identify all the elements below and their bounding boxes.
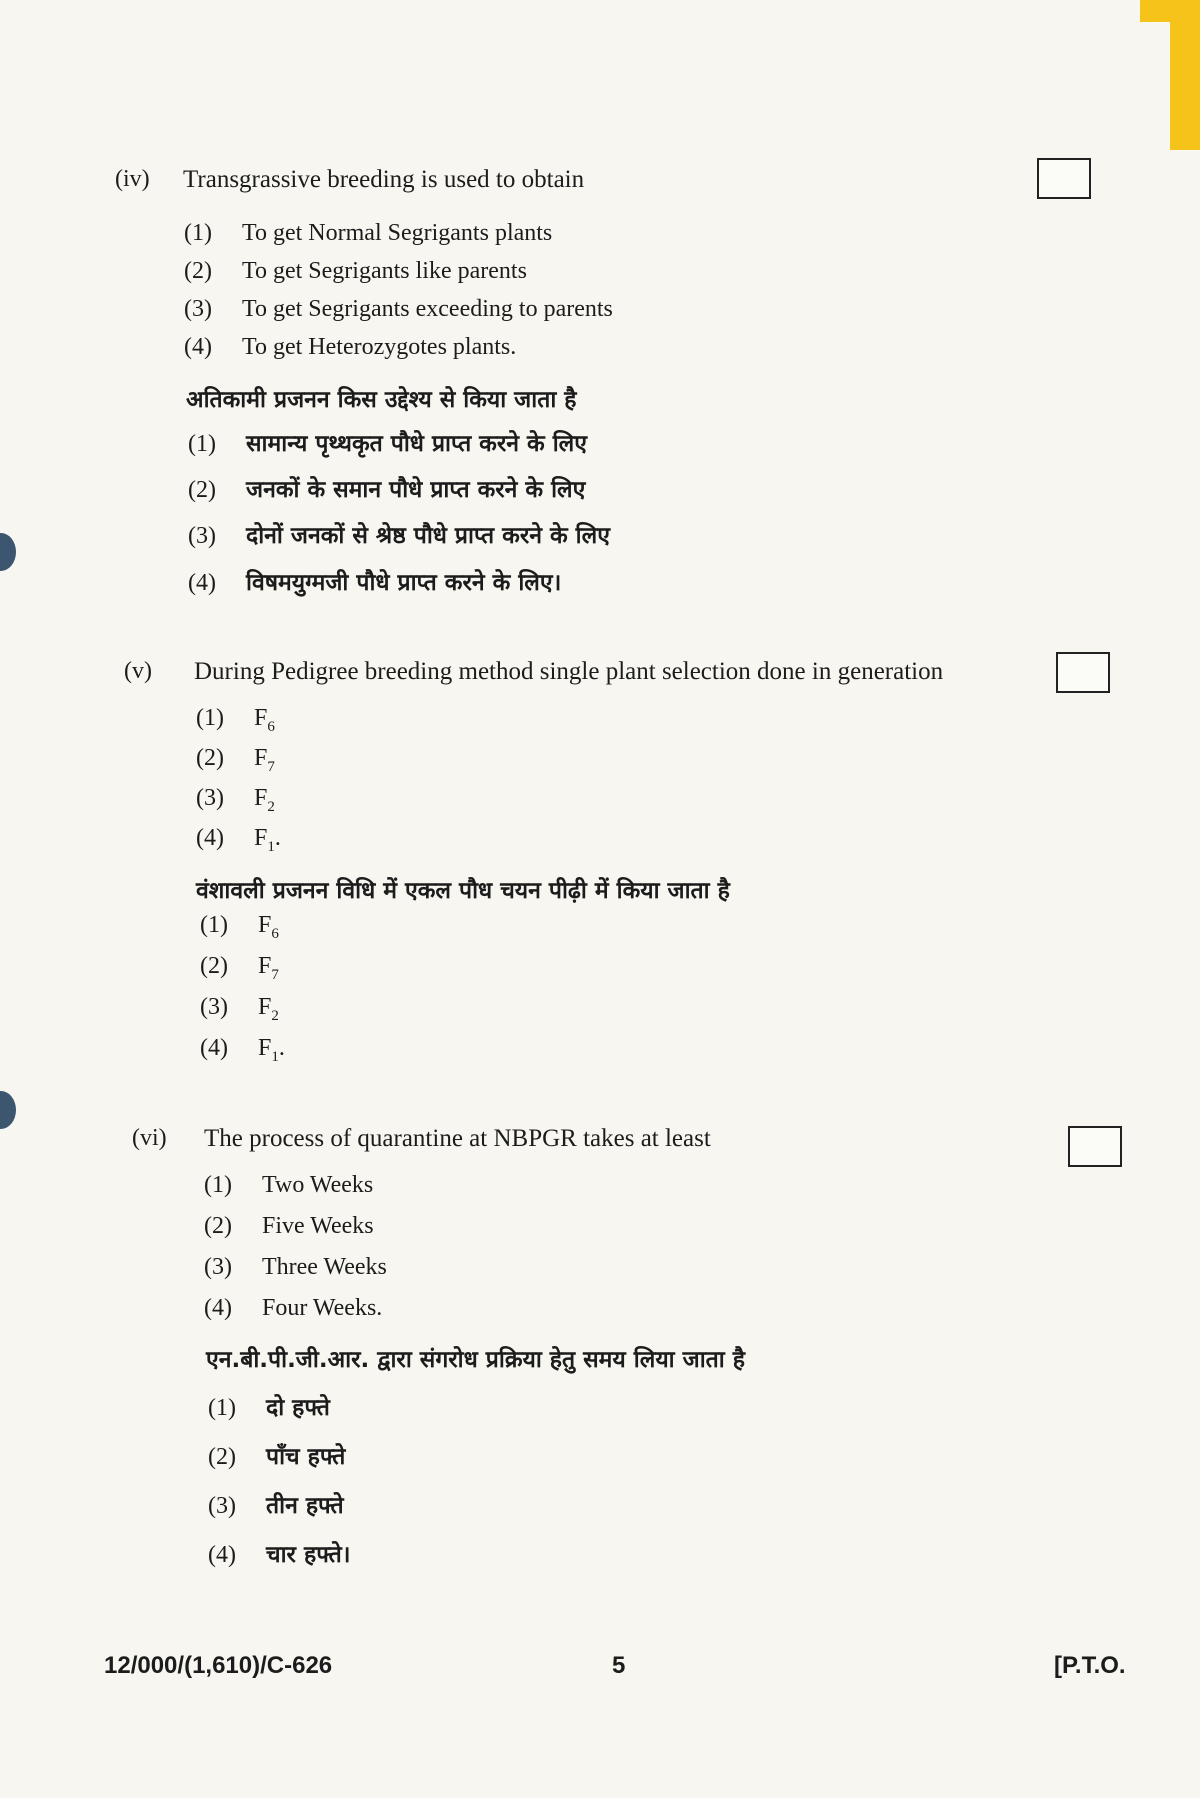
page-tab-marker xyxy=(1170,0,1200,150)
option-en: (1) $F_6$ xyxy=(196,705,275,735)
option-hi: (1) सामान्य पृथ्थकृत पौधे प्राप्त करने के लिए xyxy=(188,431,587,457)
answer-box[interactable] xyxy=(1068,1126,1122,1167)
paper-code: 12/000/(1,610)/C-626 xyxy=(104,1652,333,1679)
option-en: (2) To get Segrigants like parents xyxy=(184,258,527,284)
option-hi: (3) दोनों जनकों से श्रेष्ठ पौधे प्राप्त करने के लिए xyxy=(188,523,610,549)
question-number: (iv) xyxy=(115,166,150,192)
answer-box[interactable] xyxy=(1037,158,1091,199)
punch-hole xyxy=(0,1091,16,1129)
question-text-en: Transgrassive breeding is used to obtain xyxy=(183,166,585,193)
option-en: (2) $F_7$ xyxy=(196,745,275,775)
page-tab-top xyxy=(1140,0,1200,22)
question-number: (vi) xyxy=(132,1125,167,1151)
option-hi: (2) $F_7$ xyxy=(200,953,279,983)
punch-hole xyxy=(0,533,16,571)
option-hi: (4) विषमयुग्मजी पौधे प्राप्त करने के लिए। xyxy=(188,570,562,596)
option-hi: (4) $F_1$. xyxy=(200,1035,285,1065)
option-en: (1) Two Weeks xyxy=(204,1172,374,1198)
question-number: (v) xyxy=(124,658,152,684)
question-text-hi: एन.बी.पी.जी.आर. द्वारा संगरोध प्रक्रिया हेतु समय लिया जाता है xyxy=(206,1347,745,1373)
option-hi: (3) $F_2$ xyxy=(200,994,279,1024)
option-en: (3) To get Segrigants exceeding to parents xyxy=(184,296,613,322)
page-number: 5 xyxy=(612,1652,626,1679)
option-en: (4) To get Heterozygotes plants. xyxy=(184,334,517,360)
option-hi: (2) जनकों के समान पौधे प्राप्त करने के लिए xyxy=(188,477,586,503)
question-text-en: During Pedigree breeding method single plant selection done in generation xyxy=(194,658,944,685)
option-en: (4) Four Weeks. xyxy=(204,1295,383,1321)
pto-note: [P.T.O. xyxy=(1054,1652,1126,1679)
option-hi: (1) दो हफ्ते xyxy=(208,1395,330,1421)
option-en: (3) $F_2$ xyxy=(196,785,275,815)
option-hi: (4) चार हफ्ते। xyxy=(208,1542,351,1568)
option-en: (2) Five Weeks xyxy=(204,1213,374,1239)
option-hi: (2) पाँच हफ्ते xyxy=(208,1444,346,1470)
option-en: (1) To get Normal Segrigants plants xyxy=(184,220,553,246)
question-text-hi: अतिकामी प्रजनन किस उद्देश्य से किया जाता है xyxy=(186,387,577,413)
option-hi: (3) तीन हफ्ते xyxy=(208,1493,344,1519)
question-text-hi: वंशावली प्रजनन विधि में एकल पौध चयन पीढ़ी में किया जाता है xyxy=(196,878,730,904)
answer-box[interactable] xyxy=(1056,652,1110,693)
option-en: (3) Three Weeks xyxy=(204,1254,387,1280)
question-text-en: The process of quarantine at NBPGR takes at least xyxy=(204,1125,711,1152)
option-hi: (1) $F_6$ xyxy=(200,912,279,942)
option-en: (4) $F_1$. xyxy=(196,825,281,855)
